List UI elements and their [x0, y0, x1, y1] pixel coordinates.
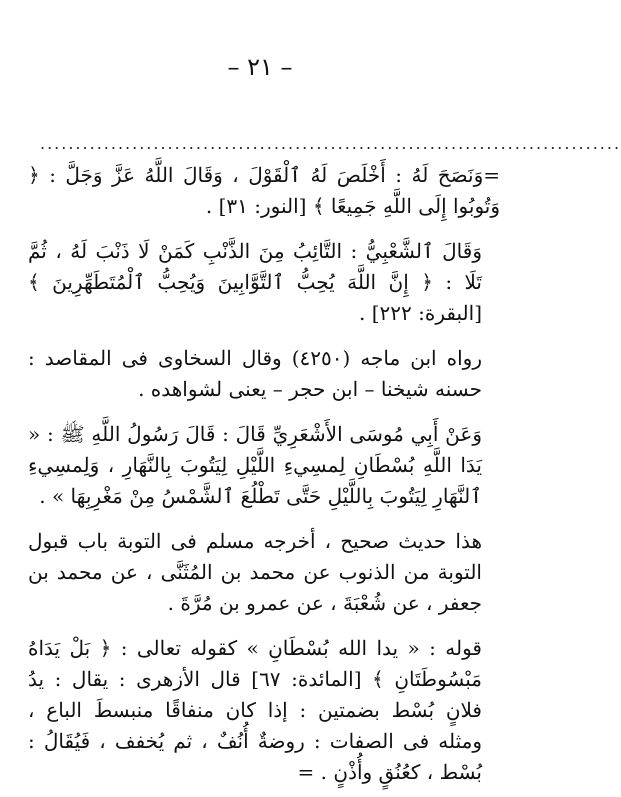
paragraph: قوله : « يدا الله بُسْطَانِ » كقوله تعالى : ﴿ بَلْ يَدَاهُ مَبْسُوطَتَانِ ﴾ [المائدة: ٦٧] قال الأزهرى : يقال : يدُ فلانٍ بُسْط بضمتين : إذا كان منفاقًا منبسطَ الباع ، ومثله فى الصفات : روضةٌ أُنُفٌ ، ثم يُخفف ، فَيُقَالُ : بُسْط ، كعُنُقٍ وأُذْنٍ . =: [28, 636, 482, 784]
page-body: [28, 160, 500, 797]
page-number: – ٢١ –: [227, 53, 293, 81]
paragraph: رواه ابن ماجه (٤٢٥٠) وقال السخاوى فى المقاصد : حسنه شيخنا – ابن حجر – يعنى لشواهده .: [28, 346, 482, 401]
paragraph: =وَنَصَحَ لَهُ : أَخْلَصَ لَهُ ٱلْقَوْلَ ، وَقَالَ اللَّهُ عَزَّ وَجَلَّ : ﴿ وَتُوبُوا إِلَى اللَّهِ جَمِيعًا ﴾ [النور: ٣١] .: [28, 163, 500, 218]
paragraph: هذا حديث صحيح ، أخرجه مسلم فى التوبة باب قبول التوبة من الذنوب عن محمد بن المُثَنَّى ، عن محمد بن جعفر ، عن شُعْبَةَ ، عن عمرو بن مُرَّةَ .: [28, 529, 482, 615]
separator-dots: ..................................................................................: [40, 134, 621, 153]
paragraph: وَقَالَ ٱلشَّعْبِيُّ : التَّائِبُ مِنَ الذَّنْبِ كَمَنْ لَا ذَنْبَ لَهُ ، ثُمَّ تَلَا : ﴿ إِنَّ اللَّهَ يُحِبُّ ٱلتَّوَّابِينَ وَيُحِبُّ ٱلْمُتَطَهِّرِينَ ﴾ [البقرة: ٢٢٢] .: [28, 239, 482, 325]
paragraph: وَعَنْ أَبِي مُوسَى الأَشْعَرِيِّ قَالَ : قَالَ رَسُولُ اللَّهِ ﷺ : « يَدَا اللَّهِ بُسْطَانِ لِمسِيءِ اللَّيْلِ لِيَتُوبَ بِالنَّهَارِ ، وَلِمسِيءِ ٱلنَّهَارِ لِيَتُوبَ بِاللَّيْلِ حَتَّى تَطْلُعَ ٱلشَّمْسُ مِنْ مَغْرِبِهَا » .: [28, 422, 482, 508]
